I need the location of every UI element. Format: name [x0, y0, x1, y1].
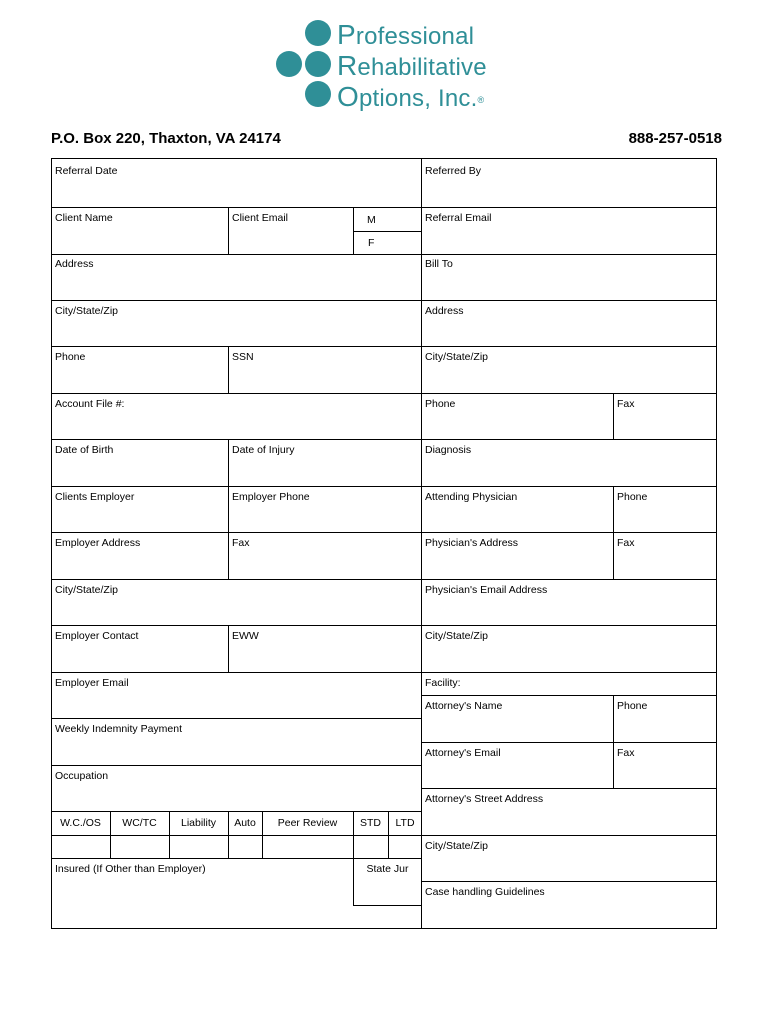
employer-fax-label: Fax [232, 537, 250, 549]
phone-label: Phone [55, 351, 86, 363]
diagnosis-label: Diagnosis [425, 444, 472, 456]
referral-date-label: Referral Date [55, 165, 118, 177]
gender-m-label: M [367, 214, 376, 226]
client-name-label: Client Name [55, 212, 113, 224]
physician-fax-label: Fax [617, 537, 635, 549]
employer-city-state-zip-label: City/State/Zip [55, 584, 119, 596]
bill-to-label: Bill To [425, 258, 453, 270]
attorneys-name-label: Attorney's Name [425, 700, 503, 712]
company-address: P.O. Box 220, Thaxton, VA 24174 [51, 130, 281, 147]
facility-label: Facility: [425, 677, 461, 689]
weekly-indemnity-label: Weekly Indemnity Payment [55, 723, 183, 735]
company-logo [275, 18, 505, 110]
type-liability-label: Liability [180, 817, 217, 829]
employer-contact-label: Employer Contact [55, 630, 139, 642]
bill-city-state-zip-label: City/State/Zip [425, 351, 489, 363]
ssn-label: SSN [232, 351, 254, 363]
date-of-birth-label: Date of Birth [55, 444, 114, 456]
referral-email-label: Referral Email [425, 212, 492, 224]
eww-label: EWW [232, 630, 259, 642]
state-jur-label: State Jur [366, 863, 409, 875]
type-ltd-label: LTD [395, 817, 415, 829]
bill-phone-label: Phone [425, 398, 456, 410]
type-auto-label: Auto [234, 817, 256, 829]
referral-form [51, 158, 717, 929]
attorney-fax-label: Fax [617, 747, 635, 759]
type-wcos-label: W.C./OS [60, 817, 101, 829]
client-email-label: Client Email [232, 212, 289, 224]
attending-physician-label: Attending Physician [425, 491, 518, 503]
employer-phone-label: Employer Phone [232, 491, 310, 503]
attorney-city-state-zip-label: City/State/Zip [425, 840, 489, 852]
employer-email-label: Employer Email [55, 677, 129, 689]
referred-by-label: Referred By [425, 165, 482, 177]
gender-f-label: F [368, 237, 375, 249]
occupation-label: Occupation [55, 770, 109, 782]
company-name: Professional Rehabilitative Options, Inc.® [337, 19, 487, 112]
attorneys-email-label: Attorney's Email [425, 747, 501, 759]
type-wctc-label: WC/TC [122, 817, 157, 829]
insured-label: Insured (If Other than Employer) [55, 863, 206, 875]
type-std-label: STD [360, 817, 381, 829]
type-peer-review-label: Peer Review [277, 817, 338, 829]
date-of-injury-label: Date of Injury [232, 444, 295, 456]
employer-address-label: Employer Address [55, 537, 141, 549]
clients-employer-label: Clients Employer [55, 491, 135, 503]
circles-logo-icon [275, 18, 339, 110]
physician-phone-label: Phone [617, 491, 648, 503]
physicians-email-label: Physician's Email Address [425, 584, 548, 596]
address-label: Address [55, 258, 94, 270]
physician-city-state-zip-label: City/State/Zip [425, 630, 489, 642]
physicians-address-label: Physician's Address [425, 537, 519, 549]
city-state-zip-label: City/State/Zip [55, 305, 119, 317]
case-guidelines-label: Case handling Guidelines [425, 886, 545, 898]
attorneys-street-label: Attorney's Street Address [425, 793, 544, 805]
bill-address-label: Address [425, 305, 464, 317]
attorney-phone-label: Phone [617, 700, 648, 712]
bill-fax-label: Fax [617, 398, 635, 410]
account-file-label: Account File #: [55, 398, 125, 410]
company-phone: 888-257-0518 [628, 130, 722, 147]
